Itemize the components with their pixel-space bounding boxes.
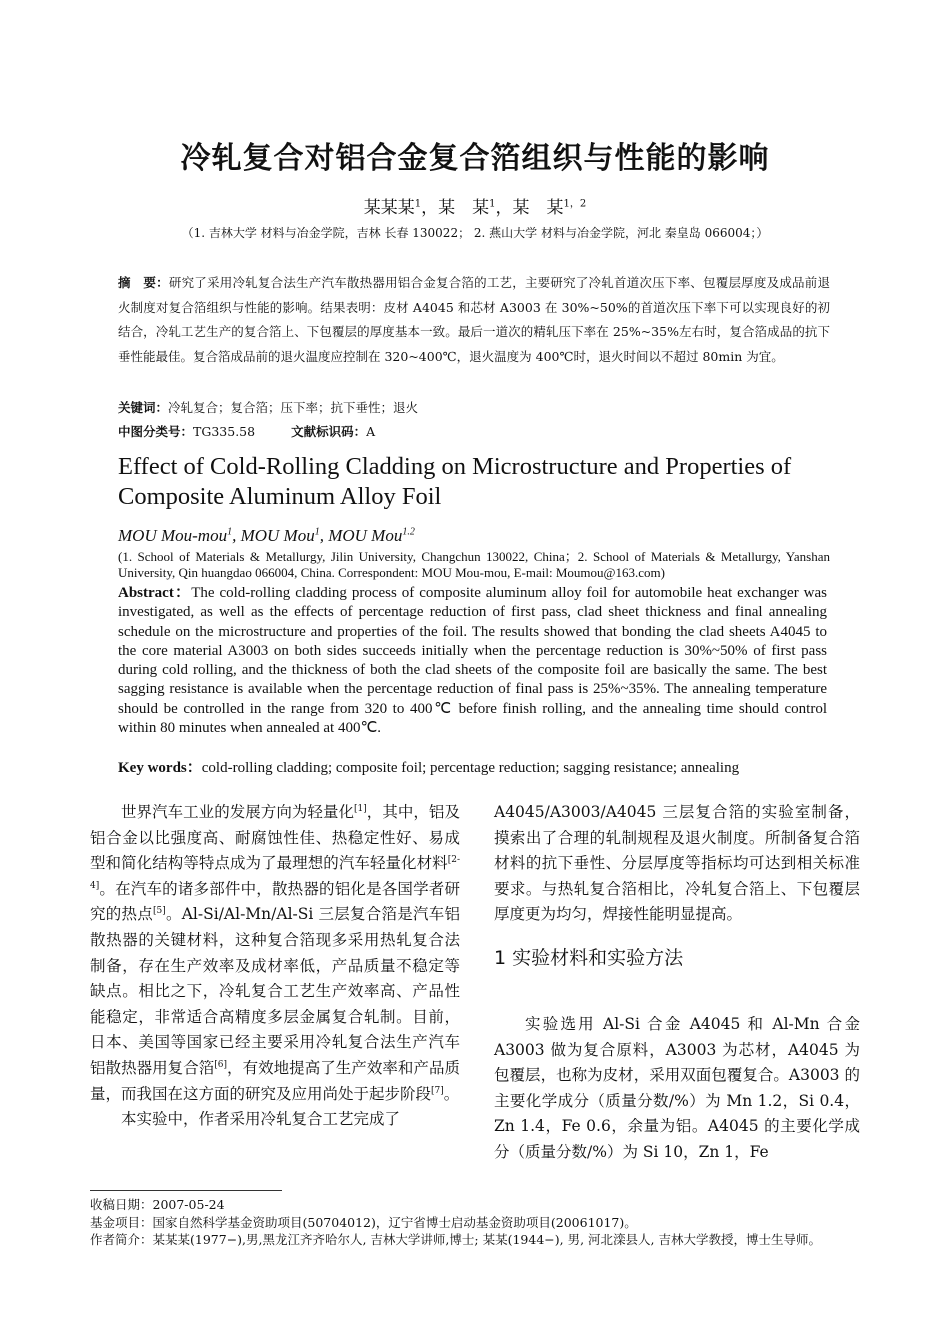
classification-line bbox=[118, 422, 830, 442]
footnote-funding: 基金项目：国家自然科学基金资助项目(50704012)，辽宁省博士启动基金资助项目(20061017)。 bbox=[90, 1215, 637, 1230]
keywords-cn bbox=[118, 398, 830, 418]
body-paragraph bbox=[90, 800, 460, 1107]
text-run: ，有效地提高了生产效率和产品质量，而我国在这方面的研究及应用尚处于起步阶段 bbox=[90, 1058, 460, 1103]
body-paragraph: 实验选用 Al-Si 合金 A4045 和 Al-Mn 合金 A3003 做为复合原料，A3003 为芯材，A4045 为包覆层，也称为皮材，采用双面包覆复合。A3003 的主要化学成分（质量分数/%）为 Mn 1.2，Si 0.4，Zn 1.4，Fe 0.6，余量为铝。A4045 的主要化学成分（质量分数/%）为 Si 10，Zn 1，Fe bbox=[494, 1014, 860, 1161]
abstract-label-en: Abstract： bbox=[118, 585, 192, 601]
body-paragraph: 本实验中，作者采用冷轧复合工艺完成了 bbox=[121, 1110, 401, 1129]
author-name: 某 某 bbox=[438, 198, 490, 218]
affiliation-en: (1. School of Materials & Metallurgy, Jilin University, Changchun 130022, China；2. School of Materials & Metallurgy, Yanshan University, Qin huangdao 066004, China. Correspondent: MOU Mou-mou, E-mail: Moumou@163.com) bbox=[118, 549, 830, 580]
abstract-cn bbox=[118, 271, 830, 369]
doc-code-value: A bbox=[366, 424, 376, 439]
affiliation-cn: （1. 吉林大学 材料与冶金学院，吉林 长春 130022； 2. 燕山大学 材料与冶金学院，河北 秦皇岛 066004；） bbox=[181, 226, 769, 240]
abstract-label-cn: 摘 要： bbox=[118, 275, 169, 290]
footnote-received: 收稿日期：2007-05-24 bbox=[90, 1197, 225, 1212]
footnote-author-bio: 作者简介：某某某(1977−),男,黑龙江齐齐哈尔人, 吉林大学讲师,博士; 某某(1944−), 男, 河北滦县人, 吉林大学教授，博士生导师。 bbox=[90, 1232, 821, 1247]
author-separator-en: , bbox=[319, 526, 329, 545]
author-separator: ， bbox=[421, 198, 439, 218]
paper-title-en: Effect of Cold-Rolling Cladding on Microstructure and Properties of Composite Aluminum Alloy Foil bbox=[118, 453, 792, 510]
author-name-en: MOU Mou bbox=[328, 526, 403, 545]
keywords-label-en: Key words： bbox=[118, 760, 202, 776]
author-name: 某 某 bbox=[512, 198, 564, 218]
author-name: 某某某 bbox=[363, 198, 415, 218]
keywords-en bbox=[118, 759, 830, 778]
author-affil-mark-en: 1 bbox=[227, 526, 233, 538]
doc-code-label: 文献标识码： bbox=[291, 424, 367, 439]
citation-ref: [5] bbox=[152, 906, 166, 917]
abstract-text-en: The cold-rolling cladding process of composite aluminum alloy foil for automobile heat exchanger was investigated, as well as the effects of percentage reduction of first pass, clad sheet thickness and final annealing schedule on the microstructure and properties of the foil. The results showed that bonding the clad sheets A4045 to the core material A3003 on both sides succeeds initially when the percentage reduction is 30%~50% of first pass during cold rolling, and the thickness of both the clad sheets of the composite foil are basically the same. The best sagging resistance is available when the percentage reduction of final pass is 25%~35%. The annealing temperature should be controlled in the range from 320 to 400℃ before finish rolling, and the annealing time should control within 80 minutes when annealed at 400℃. bbox=[118, 585, 827, 737]
author-separator: ， bbox=[495, 198, 513, 218]
citation-ref: [2-4] bbox=[90, 855, 460, 891]
abstract-text-cn: 研究了采用冷轧复合法生产汽车散热器用铝合金复合箔的工艺，主要研究了冷轧首道次压下率、包覆层厚度及成品前退火制度对复合箔组织与性能的影响。结果表明：皮材 A4045 和芯材 A3003 在 30%~50%的首道次压下率下可以实现良好的初结合，冷轧工艺生产的复合箔上、下包覆层的厚度基本一致。最后一道次的精轧压下率在 25%~35%左右时，复合箔成品的抗下垂性能最佳。复合箔成品前的退火温度应控制在 320~400℃，退火温度为 400℃时，退火时间以不超过 80min 为宜。 bbox=[118, 275, 830, 364]
body-column-right bbox=[494, 800, 860, 1166]
citation-ref: [7] bbox=[431, 1085, 444, 1096]
keywords-label-cn: 关键词： bbox=[118, 400, 169, 415]
text-run: 。在汽车的诸多部件中，散热器的铝化是各国学者研究的热点 bbox=[90, 879, 460, 924]
paper-title-cn: 冷轧复合对铝合金复合箔组织与性能的影响 bbox=[180, 141, 770, 176]
section-heading: 1 实验材料和实验方法 bbox=[494, 946, 684, 969]
author-affil-mark-en: 1.2 bbox=[402, 526, 415, 538]
abstract-en bbox=[118, 584, 827, 738]
author-list-cn bbox=[0, 193, 950, 218]
clc-value: TG335.58 bbox=[193, 424, 256, 439]
author-affil-mark-en: 1 bbox=[314, 526, 320, 538]
author-separator-en: , bbox=[232, 526, 241, 545]
clc-label: 中图分类号： bbox=[118, 424, 194, 439]
author-affil-mark: 1，2 bbox=[563, 198, 587, 210]
author-affil-mark: 1 bbox=[489, 198, 496, 210]
text-run: 。Al-Si/Al-Mn/Al-Si 三层复合箔是汽车铝散热器的关键材料，这种复合箔现多采用热轧复合法制备，存在生产效率及成材率低，产品质量不稳定等缺点。相比之下，冷轧复合工艺生产效率高、产品性能稳定，非常适合高精度多层金属复合轧制。目前，日本、美国等国家已经主要采用冷轧复合法生产汽车铝散热器用复合箔 bbox=[90, 905, 460, 1077]
footnote-divider bbox=[90, 1190, 282, 1191]
keywords-text-en: cold-rolling cladding; composite foil; percentage reduction; sagging resistance; annealing bbox=[201, 760, 740, 776]
author-affil-mark: 1 bbox=[414, 198, 422, 210]
body-paragraph: A4045/A3003/A4045 三层复合箔的实验室制备，摸索出了合理的轧制规程及退火制度。所制备复合箔材料的抗下垂性、分层厚度等指标均可达到相关标准要求。与热轧复合箔相比，冷轧复合箔上、下包覆层厚度更为均匀，焊接性能明显提高。 bbox=[494, 803, 860, 924]
author-list-en bbox=[118, 526, 830, 546]
text-run: 。 bbox=[443, 1084, 460, 1103]
citation-ref: [1] bbox=[354, 803, 367, 814]
author-name-en: MOU Mou bbox=[240, 526, 315, 545]
body-column-left bbox=[90, 800, 460, 1133]
keywords-text-cn: 冷轧复合；复合箔；压下率；抗下垂性；退火 bbox=[168, 400, 419, 415]
citation-ref: [6] bbox=[214, 1059, 228, 1070]
text-run: 世界汽车工业的发展方向为轻量化 bbox=[121, 803, 355, 821]
text-run: ，其中，铝及铝合金以比强度高、耐腐蚀性佳、热稳定性好、易成型和简化结构等特点成为了最理想的汽车轻量化材料 bbox=[90, 803, 460, 873]
author-name-en: MOU Mou-mou bbox=[118, 526, 228, 545]
